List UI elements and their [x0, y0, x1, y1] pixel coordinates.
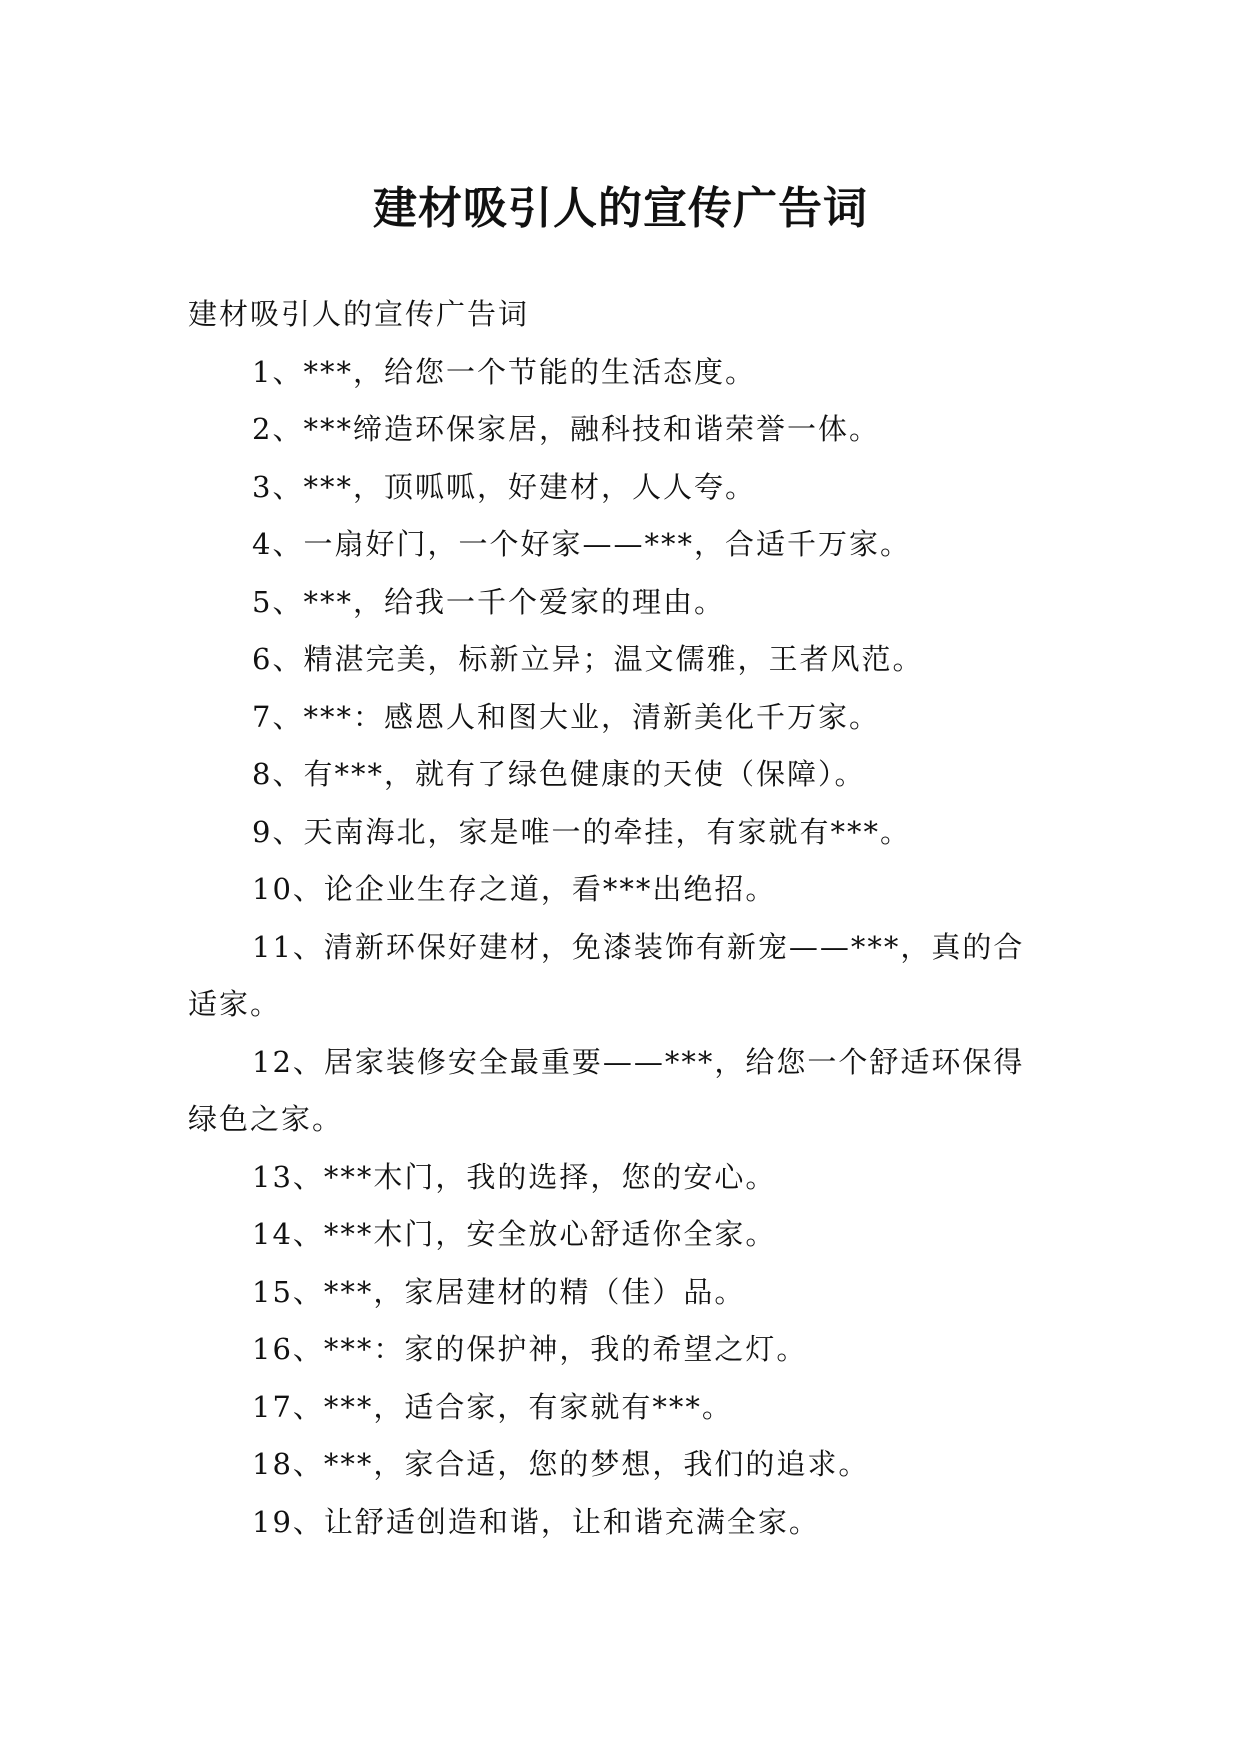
- slogan-item: 16、***：家的保护神，我的希望之灯。: [252, 1332, 808, 1366]
- slogan-item: 4、一扇好门，一个好家——***，合适千万家。: [252, 527, 911, 561]
- slogan-item: 8、有***，就有了绿色健康的天使（保障）。: [252, 757, 866, 791]
- slogan-item: 11、清新环保好建材，免漆装饰有新宠——***，真的合适家。: [188, 929, 1025, 1021]
- slogan-item: 18、***，家合适，您的梦想，我们的追求。: [252, 1447, 870, 1481]
- slogan-item: 9、天南海北，家是唯一的牵挂，有家就有***。: [252, 814, 911, 849]
- slogan-item: 15、***，家居建材的精（佳）品。: [252, 1274, 746, 1309]
- slogan-item: 13、***木门，我的选择，您的安心。: [252, 1159, 777, 1194]
- document-body: [188, 286, 1053, 1551]
- slogan-item: 2、***缔造环保家居，融科技和谐荣誉一体。: [252, 412, 880, 446]
- document-title: 建材吸引人的宣传广告词: [373, 183, 868, 235]
- slogan-item: 17、***，适合家，有家就有***。: [252, 1389, 733, 1424]
- slogan-item: 12、居家装修安全最重要——***，给您一个舒适环保得绿色之家。: [188, 1044, 1025, 1136]
- slogan-item: 1、***，给您一个节能的生活态度。: [252, 354, 756, 389]
- slogan-item: 19、让舒适创造和谐，让和谐充满全家。: [252, 1504, 820, 1539]
- slogan-item: 7、***：感恩人和图大业，清新美化千万家。: [252, 699, 880, 734]
- slogan-item: 3、***，顶呱呱，好建材，人人夸。: [252, 469, 756, 504]
- slogan-item: 6、精湛完美，标新立异；温文儒雅，王者风范。: [252, 642, 924, 676]
- slogan-item: 14、***木门，安全放心舒适你全家。: [252, 1217, 777, 1251]
- document-subtitle: 建材吸引人的宣传广告词: [188, 297, 530, 331]
- slogan-item: 5、***，给我一千个爱家的理由。: [252, 584, 725, 619]
- slogan-item: 10、论企业生存之道，看***出绝招。: [252, 872, 777, 906]
